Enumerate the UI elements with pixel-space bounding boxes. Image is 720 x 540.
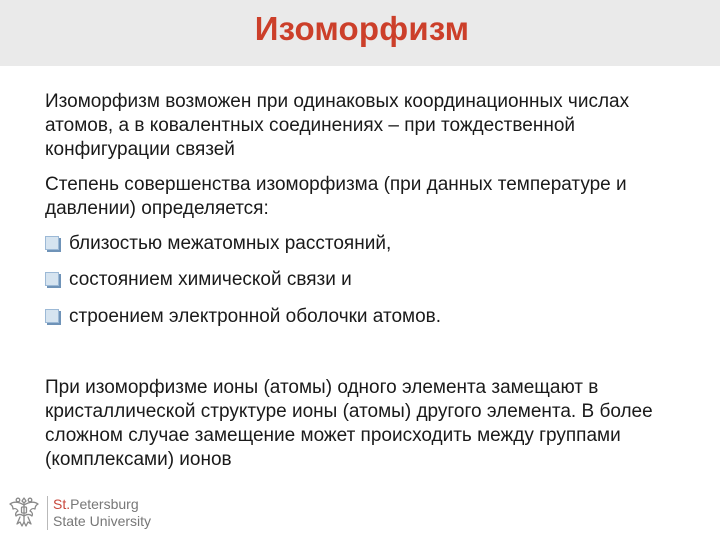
paragraph-degree-of-perfection: Степень совершенства изоморфизма (при данных температуре и давлении) определяется: xyxy=(45,174,627,219)
slide-title: Изоморфизм xyxy=(254,10,470,47)
list-item xyxy=(45,268,685,292)
square-bullet-icon xyxy=(45,272,59,286)
square-bullet-icon xyxy=(45,309,59,323)
square-bullet-icon xyxy=(45,236,59,250)
university-logo xyxy=(4,492,174,534)
list-item-text: близостью межатомных расстояний, xyxy=(69,233,392,254)
double-headed-eagle-icon xyxy=(4,492,44,532)
logo-university-name: State University xyxy=(53,513,152,529)
logo-city-name: St.Petersburg xyxy=(53,496,139,512)
logo-divider xyxy=(47,496,48,530)
list-item xyxy=(45,305,685,329)
list-item-text: строением электронной оболочки атомов. xyxy=(69,306,442,327)
paragraph-ion-substitution: При изоморфизме ионы (атомы) одного элемента замещают в кристаллической структуре ионы (атомы) другого элемента. В более сложном случае замещение может происходить между группами (комплексами) ионов xyxy=(45,377,653,470)
list-item-text: состоянием химической связи и xyxy=(69,269,352,290)
paragraph-isomorphism-conditions: Изоморфизм возможен при одинаковых координационных числах атомов, а в ковалентных соединениях – при тождественной конфигурации связей xyxy=(45,91,630,160)
list-item xyxy=(45,232,685,256)
